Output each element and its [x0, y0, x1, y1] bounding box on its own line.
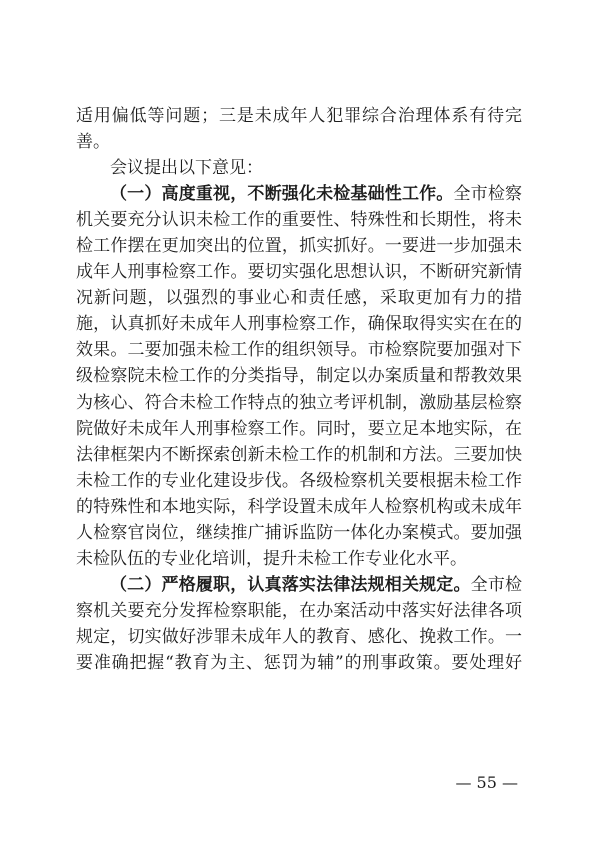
text-line [76, 233, 522, 259]
line-text: 会议提出以下意见： [110, 158, 263, 179]
section-heading: （二）严格履职，认真落实法律法规相关规定。 [110, 574, 471, 595]
text-line [76, 598, 522, 624]
line-text: 全市检察 [453, 184, 523, 205]
text-line [76, 520, 522, 546]
line-text: 善。 [76, 132, 110, 153]
text-line [76, 155, 522, 181]
text-line [76, 546, 522, 572]
text-line [76, 416, 522, 442]
line-text: 为核心、符合未检工作特点的独立考评机制，激励基层检察 [76, 392, 522, 413]
line-text: 效果。二要加强未检工作的组织领导。市检察院要加强对下 [76, 340, 522, 361]
text-line [76, 468, 522, 494]
text-line [76, 285, 522, 311]
text-line [76, 494, 522, 520]
text-line [76, 181, 522, 207]
line-text: 院做好未成年人刑事检察工作。同时，要立足本地实际，在 [76, 418, 522, 439]
line-text: 察机关要充分发挥检察职能，在办案活动中落实好法律各项 [76, 600, 522, 621]
text-line [76, 259, 522, 285]
page-number: — 55 — [455, 773, 518, 792]
line-text: 的特殊性和本地实际，科学设置未成年人检察机构或未成年 [76, 496, 522, 517]
text-line [76, 311, 522, 337]
line-text: 全市检 [470, 574, 523, 595]
line-text: 未检队伍的专业化培训，提升未检工作专业化水平。 [76, 548, 467, 569]
text-line [76, 129, 522, 155]
line-text: 检工作摆在更加突出的位置，抓实抓好。一要进一步加强未 [76, 236, 522, 257]
body-text [76, 103, 522, 676]
line-text: 况新问题，以强烈的事业心和责任感，采取更加有力的措 [76, 288, 522, 309]
line-text: 法律框架内不断探索创新未检工作的机制和方法。三要加快 [76, 444, 522, 465]
text-line [76, 390, 522, 416]
line-text: 适用偏低等问题；三是未成年人犯罪综合治理体系有待完 [76, 106, 522, 126]
text-line [76, 650, 522, 676]
text-line [76, 572, 522, 598]
text-line [76, 442, 522, 468]
line-text: 机关要充分认识未检工作的重要性、特殊性和长期性，将未 [76, 210, 522, 231]
line-text: 级检察院未检工作的分类指导，制定以办案质量和帮教效果 [76, 366, 522, 387]
line-text: 规定，切实做好涉罪未成年人的教育、感化、挽救工作。一 [76, 626, 522, 647]
line-text: 未检工作的专业化建设步伐。各级检察机关要根据未检工作 [76, 470, 522, 491]
line-text: 人检察官岗位，继续推广捕诉监防一体化办案模式。要加强 [76, 522, 522, 543]
text-line [76, 337, 522, 363]
line-text: 要准确把握“教育为主、惩罚为辅”的刑事政策。要处理好 [76, 652, 522, 673]
line-text: 成年人刑事检察工作。要切实强化思想认识，不断研究新情 [76, 262, 522, 283]
text-line [76, 103, 522, 129]
section-heading: （一）高度重视，不断强化未检基础性工作。 [110, 184, 454, 205]
line-text: 施，认真抓好未成年人刑事检察工作，确保取得实实在在的 [76, 314, 522, 335]
text-line [76, 624, 522, 650]
text-line [76, 207, 522, 233]
text-line [76, 363, 522, 389]
